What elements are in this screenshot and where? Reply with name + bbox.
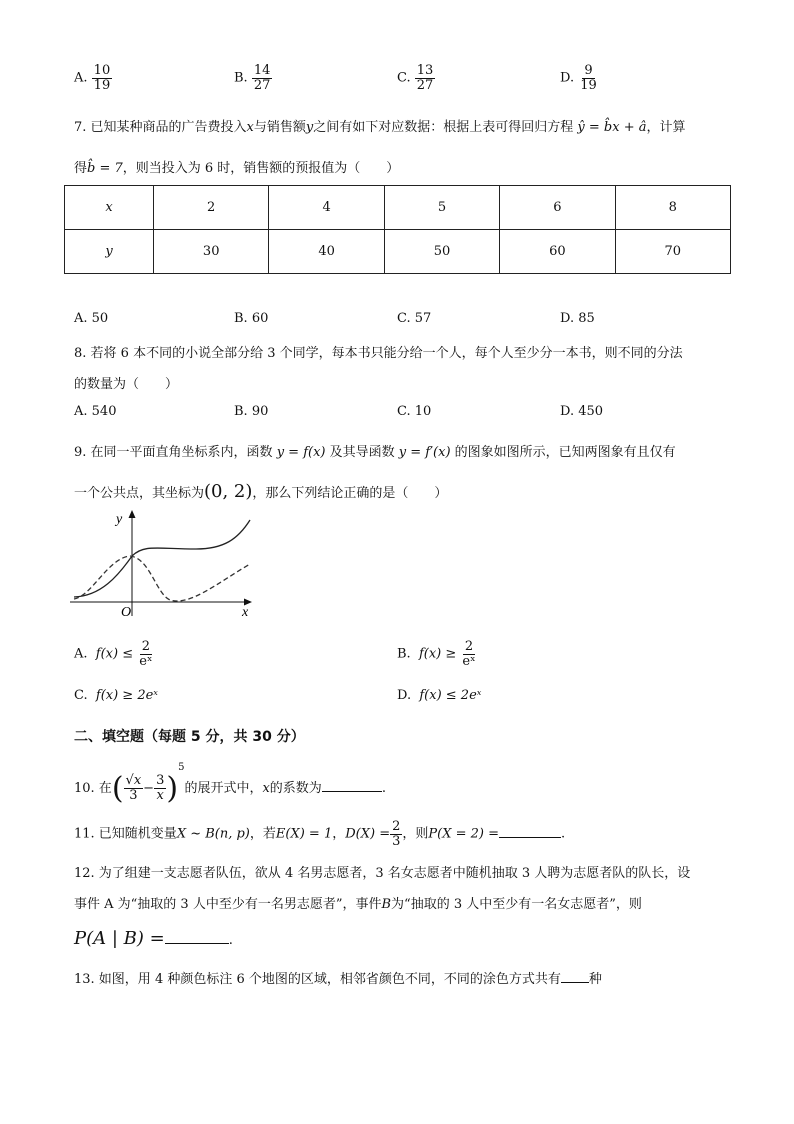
table-cell: 50 <box>384 230 499 274</box>
q11-answer-blank <box>499 837 561 838</box>
q12-line1: 12. 为了组建一支志愿者队伍，欲从 4 名男志愿者，3 名女志愿者中随机抽取 3 人聘为志愿者队的队长，设 <box>74 866 691 881</box>
table-cell: 5 <box>384 186 499 230</box>
q11: 11. 已知随机变量X ~ B(n, p)，若E(X) = 1，D(X) = $\frac{2}{3}$ ，则P(X = 2) = . <box>74 819 566 849</box>
table-cell: 60 <box>500 230 615 274</box>
q9-function-graph <box>66 506 260 626</box>
q7-option-b: B. 60 <box>234 311 269 326</box>
q8-option-c: C. 10 <box>397 404 432 419</box>
q9-line1: 9. 在同一平面直角坐标系内，函数 y = f(x) 及其导函数 y = f′(x) 的图象如图所示，已知两图象有且仅有 <box>74 445 676 460</box>
f-prime-curve <box>74 556 250 601</box>
table-cell: 2 <box>154 186 269 230</box>
q7-line2: 得b̂ = 7，则当投入为 6 时，销售额的预报值为（ ） <box>74 161 400 176</box>
q10-answer-blank <box>322 791 382 792</box>
q12-answer-blank <box>165 943 229 944</box>
q8-option-b: B. 90 <box>234 404 269 419</box>
q7-line1: 7. 已知某种商品的广告费投入x与销售额y之间有如下对应数据：根据上表可得回归方程 ŷ = b̂x + â，计算 <box>74 120 686 135</box>
q8-option-d: D. 450 <box>560 404 604 419</box>
q12-line2: 事件 A 为“抽取的 3 人中至少有一名男志愿者”，事件B为“抽取的 3 人中至少有一名女志愿者”，则 <box>74 897 642 912</box>
table-header-x: x <box>65 186 154 230</box>
q7-option-d: D. 85 <box>560 311 595 326</box>
q9-option-a: A. f(x) ≤ $\frac{2}{\text{eˣ}}$ <box>74 639 153 669</box>
q6-option-c: C. $\frac{13}{27}$ <box>397 63 434 93</box>
table-cell: 8 <box>615 186 730 230</box>
section-title: 二、填空题（每题 5 分，共 30 分） <box>74 729 305 745</box>
q8-line2: 的数量为（ ） <box>74 377 179 392</box>
q8-option-a: A. 540 <box>74 404 117 419</box>
table-cell: 30 <box>154 230 269 274</box>
q6-option-d: D. $\frac{9}{19}$ <box>560 63 597 93</box>
table-header-y: y <box>65 230 154 274</box>
q13: 13. 如图，用 4 种颜色标注 6 个地图的区域，相邻省颜色不同，不同的涂色方式共有 种 <box>74 972 602 987</box>
table-cell: 4 <box>269 186 384 230</box>
q9-line2: 一个公共点，其坐标为(0, 2)，那么下列结论正确的是（ ） <box>74 481 448 502</box>
q9-option-d: D. f(x) ≤ 2eˣ <box>397 688 482 703</box>
q10: 10. 在( $\frac{√x}{3}$ − $\frac{3}{x}$ )$^5$的展开式中，x的系数为 . <box>74 762 386 806</box>
origin-label: O <box>121 605 132 620</box>
q12-line3: P(A | B) = . <box>74 928 233 949</box>
q6-option-a: A. $\frac{10}{19}$ <box>74 63 111 93</box>
f-curve <box>74 520 250 597</box>
q7-option-c: C. 57 <box>397 311 432 326</box>
table-row-x <box>65 186 731 230</box>
q9-option-b: B. f(x) ≥ $\frac{2}{\text{eˣ}}$ <box>397 639 476 669</box>
q13-answer-blank <box>561 982 589 983</box>
y-axis-arrow-icon <box>129 510 136 518</box>
q8-line1: 8. 若将 6 本不同的小说全部分给 3 个同学，每本书只能分给一个人，每个人至少分一本书，则不同的分法 <box>74 346 683 361</box>
table-cell: 70 <box>615 230 730 274</box>
q7-option-a: A. 50 <box>74 311 109 326</box>
q6-option-b: B. $\frac{14}{27}$ <box>234 63 271 93</box>
q9-option-c: C. f(x) ≥ 2eˣ <box>74 688 158 703</box>
y-axis-label: y <box>116 512 123 527</box>
x-axis-label: x <box>242 605 249 620</box>
table-cell: 6 <box>500 186 615 230</box>
table-row-y <box>65 230 731 274</box>
table-cell: 40 <box>269 230 384 274</box>
q7-data-table <box>64 185 731 274</box>
